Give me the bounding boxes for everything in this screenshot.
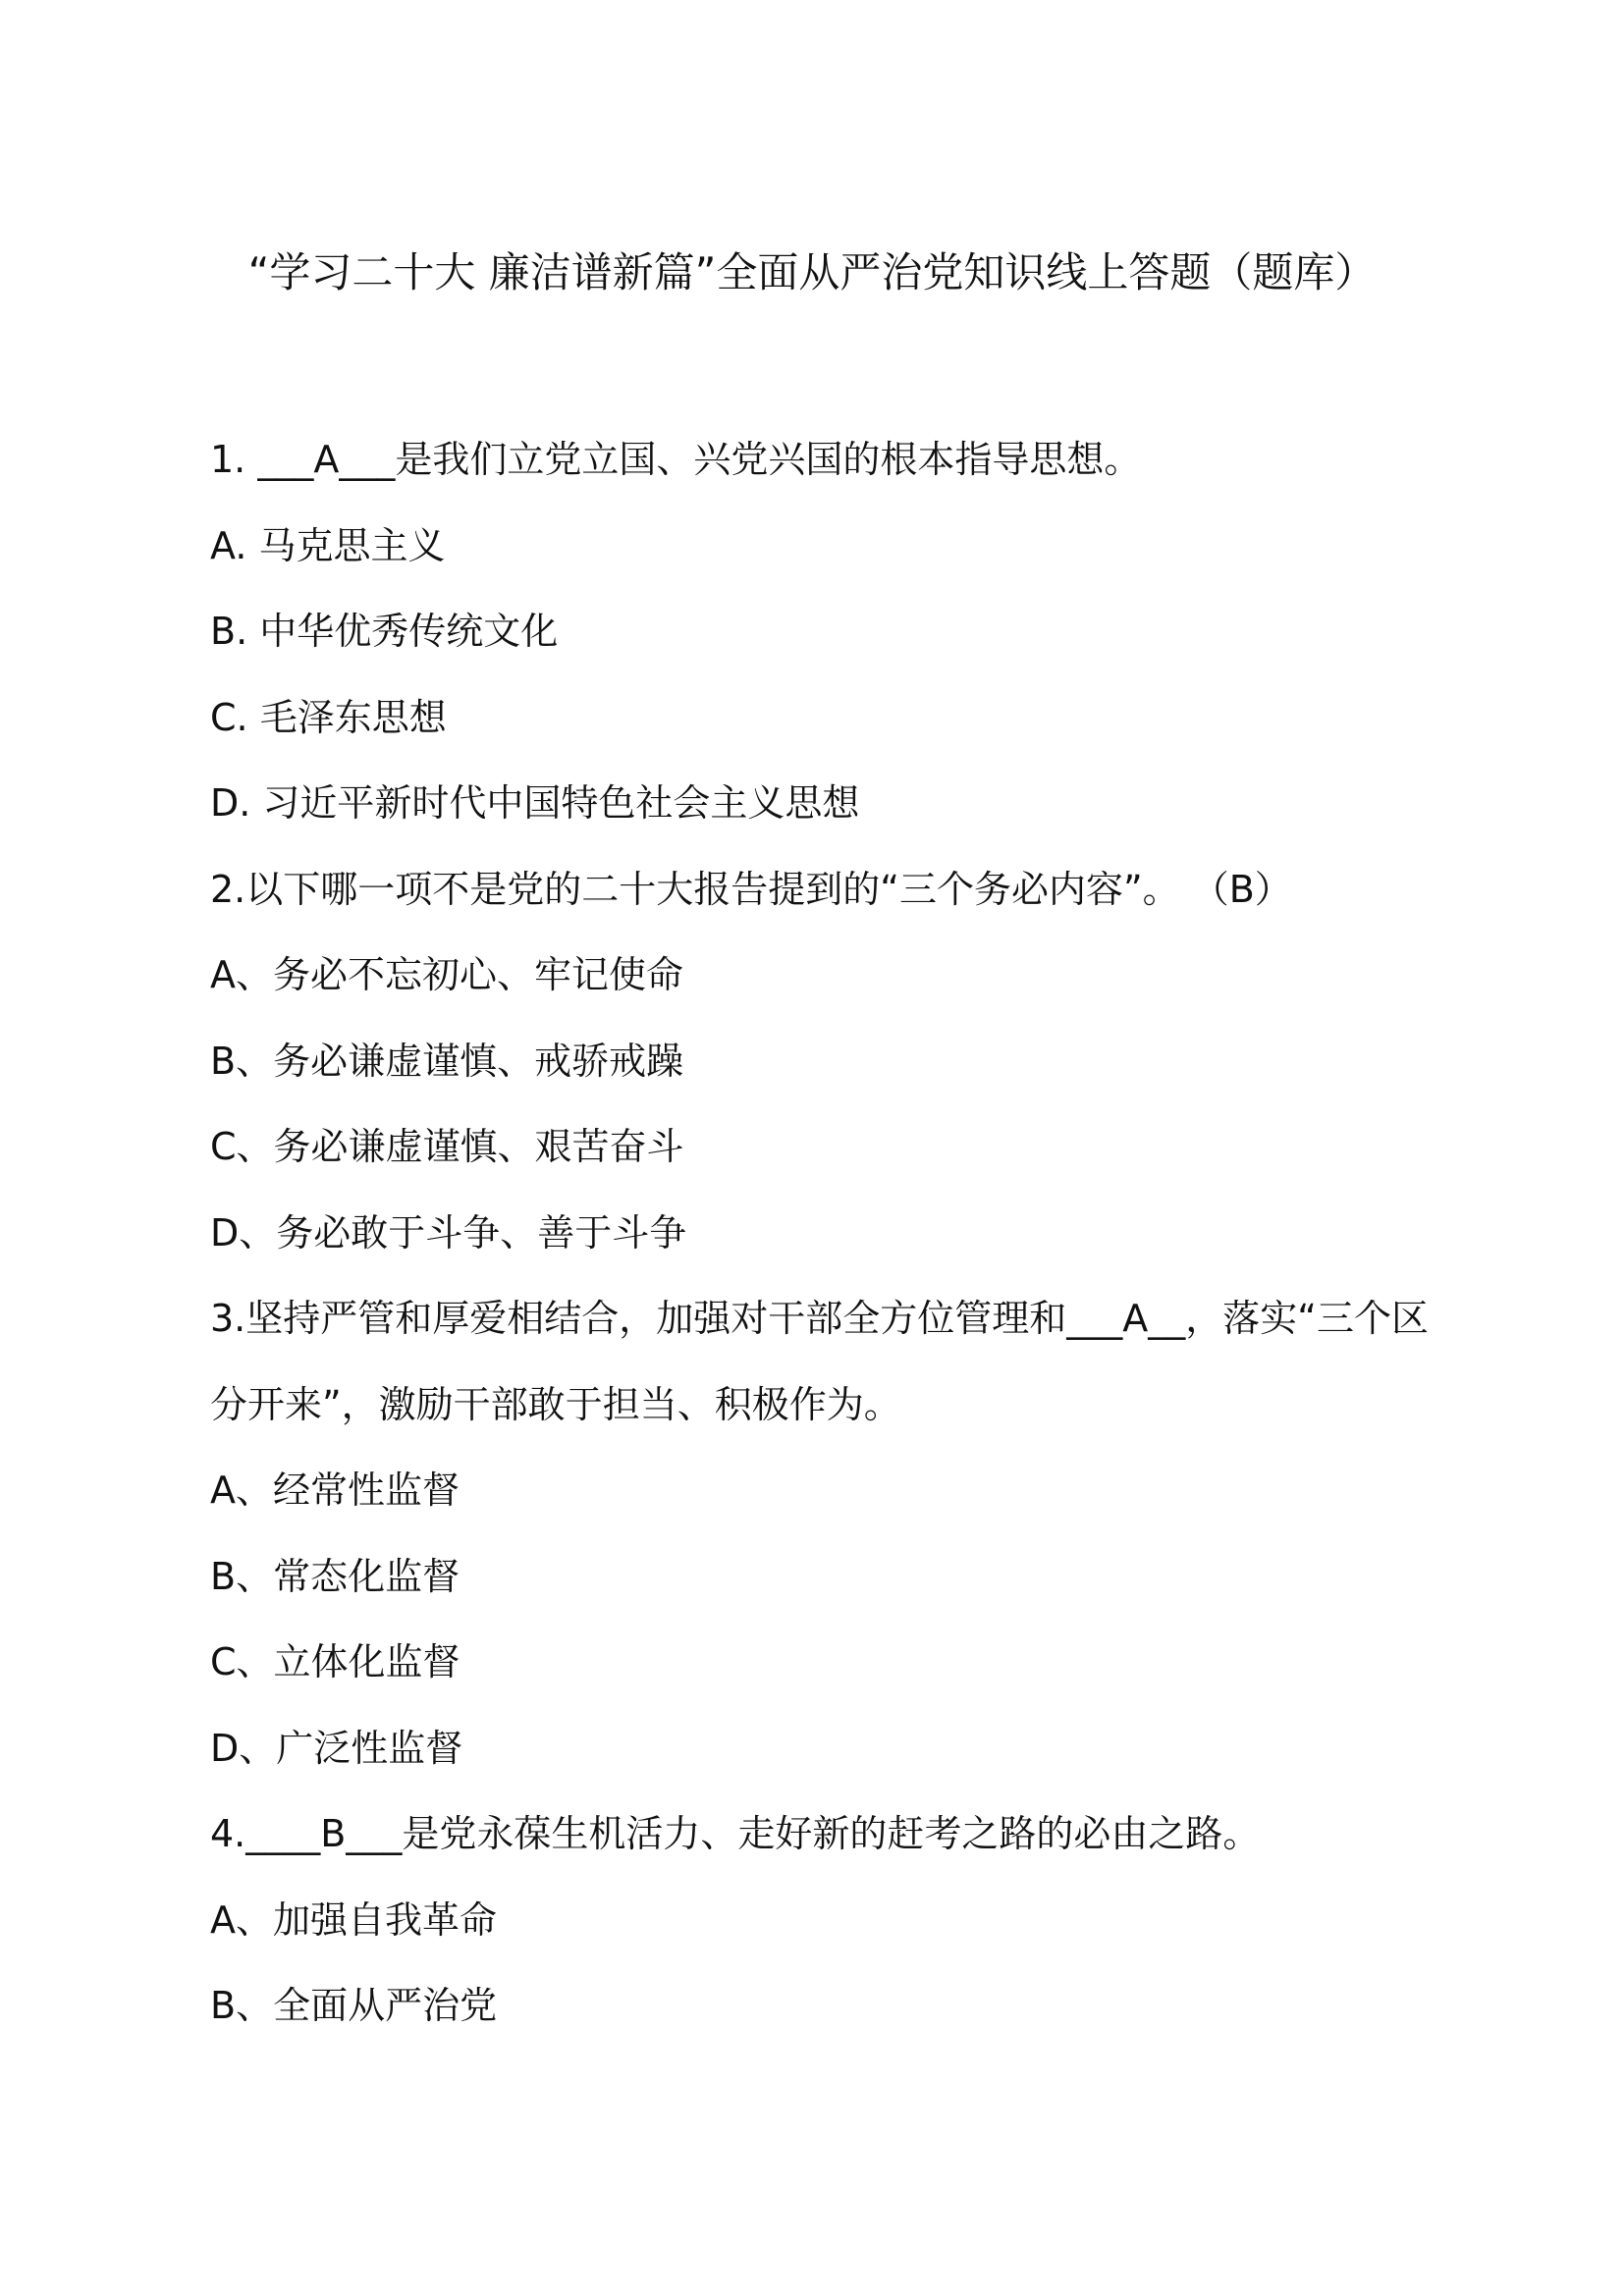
question-bank-body <box>210 417 1428 2050</box>
question-3-option-a: A、经常性监督 <box>210 1468 460 1512</box>
question-2-option-b: B、务必谦虚谨慎、戒骄戒躁 <box>210 1039 684 1083</box>
question-3-option-b: B、常态化监督 <box>210 1554 460 1598</box>
question-1-stem: 1. ___A___是我们立党立国、兴党兴国的根本指导思想。 <box>210 438 1142 481</box>
question-3-option-c: C、立体化监督 <box>210 1640 460 1683</box>
question-4-option-a: A、加强自我革命 <box>210 1897 497 1942</box>
question-4-stem: 4.____B___是党永葆生机活力、走好新的赶考之路的必由之路。 <box>210 1812 1261 1855</box>
question-2-stem: 2.以下哪一项不是党的二十大报告提到的“三个务必内容”。 （B） <box>210 867 1292 911</box>
question-3-option-d: D、广泛性监督 <box>210 1726 463 1770</box>
question-3-stem-line-2: 分开来”，激励干部敢于担当、积极作为。 <box>210 1382 901 1426</box>
question-2-option-c: C、务必谦虚谨慎、艰苦奋斗 <box>210 1125 684 1168</box>
question-2-option-a: A、务必不忘初心、牢记使命 <box>210 953 683 996</box>
question-1-option-a: A. 马克思主义 <box>210 523 446 567</box>
question-2-option-d: D、务必敢于斗争、善于斗争 <box>210 1210 687 1255</box>
question-1-option-b: B. 中华优秀传统文化 <box>210 610 559 653</box>
question-3-stem-line-1: 3.坚持严管和厚爱相结合，加强对干部全方位管理和___A__，落实“三个区 <box>210 1297 1429 1340</box>
question-1-option-d: D. 习近平新时代中国特色社会主义思想 <box>210 781 860 825</box>
question-4-option-b: B、全面从严治党 <box>210 1984 498 2027</box>
question-1-option-c: C. 毛泽东思想 <box>210 695 447 739</box>
document-title: “学习二十大 廉洁谱新篇”全面从严治党知识线上答题（题库） <box>247 248 1377 296</box>
